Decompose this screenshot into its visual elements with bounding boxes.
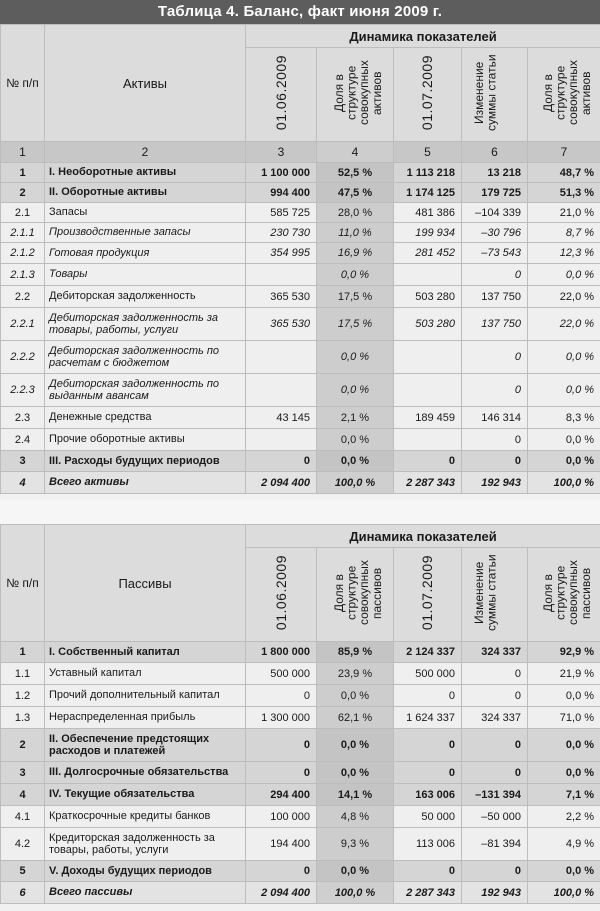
cell-v1: 194 400 bbox=[246, 828, 317, 861]
column-number: 3 bbox=[246, 142, 317, 163]
cell-s1: 62,1 % bbox=[317, 707, 394, 729]
cell-v2: 0 bbox=[394, 762, 462, 784]
section-gap bbox=[0, 500, 600, 524]
cell-v2: 503 280 bbox=[394, 308, 462, 341]
cell-ch: 13 218 bbox=[462, 163, 528, 183]
cell-s1: 0,0 % bbox=[317, 861, 394, 882]
cell-no: 2 bbox=[1, 183, 45, 203]
table-row bbox=[1, 163, 600, 183]
cell-v1: 365 530 bbox=[246, 286, 317, 308]
cell-v1: 0 bbox=[246, 451, 317, 472]
header-share-2 bbox=[528, 48, 600, 142]
cell-no: 3 bbox=[1, 762, 45, 784]
cell-name: Дебиторская задолженность по выданным авансам bbox=[45, 374, 246, 407]
cell-v1: 43 145 bbox=[246, 407, 317, 429]
cell-name: Товары bbox=[45, 264, 246, 286]
table-row bbox=[1, 243, 600, 264]
cell-no: 2.2 bbox=[1, 286, 45, 308]
cell-no: 5 bbox=[1, 861, 45, 882]
cell-no: 4.1 bbox=[1, 806, 45, 828]
header-no-label: № п/п bbox=[6, 76, 39, 90]
header-change-label: Изменение суммы статьи bbox=[471, 554, 499, 632]
column-number: 7 bbox=[528, 142, 600, 163]
cell-ch: –81 394 bbox=[462, 828, 528, 861]
cell-s2: 48,7 % bbox=[528, 163, 600, 183]
cell-ch: –131 394 bbox=[462, 784, 528, 806]
cell-s2: 22,0 % bbox=[528, 286, 600, 308]
cell-name: II. Оборотные активы bbox=[45, 183, 246, 203]
cell-v2 bbox=[394, 429, 462, 451]
cell-ch: 0 bbox=[462, 264, 528, 286]
cell-v2: 50 000 bbox=[394, 806, 462, 828]
cell-v2: 281 452 bbox=[394, 243, 462, 264]
table-row bbox=[1, 707, 600, 729]
table-row bbox=[1, 861, 600, 882]
cell-s1: 0,0 % bbox=[317, 429, 394, 451]
cell-v1: 1 800 000 bbox=[246, 642, 317, 663]
table-row bbox=[1, 341, 600, 374]
cell-name: Кредиторская задолженность за товары, работы, услуги bbox=[45, 828, 246, 861]
header-no bbox=[1, 525, 45, 642]
table-row bbox=[1, 183, 600, 203]
table-row bbox=[1, 663, 600, 685]
cell-ch: 0 bbox=[462, 762, 528, 784]
cell-ch: 0 bbox=[462, 663, 528, 685]
header-assets-label: Активы bbox=[123, 75, 167, 91]
cell-name: Уставный капитал bbox=[45, 663, 246, 685]
cell-s1: 23,9 % bbox=[317, 663, 394, 685]
header-date-1 bbox=[246, 48, 317, 142]
header-date-1-label: 01.06.2009 bbox=[272, 55, 289, 131]
cell-name: III. Долгосрочные обязательства bbox=[45, 762, 246, 784]
cell-s2: 92,9 % bbox=[528, 642, 600, 663]
cell-s1: 16,9 % bbox=[317, 243, 394, 264]
assets-table bbox=[0, 24, 600, 494]
header-assets bbox=[45, 25, 246, 142]
cell-v2 bbox=[394, 264, 462, 286]
header-dynamics: Динамика показателей bbox=[246, 25, 600, 48]
cell-s2: 7,1 % bbox=[528, 784, 600, 806]
cell-no: 2.3 bbox=[1, 407, 45, 429]
header-share-1-label: Доля в структуре совокупных активов bbox=[332, 60, 384, 126]
cell-v1 bbox=[246, 341, 317, 374]
header-share-1 bbox=[317, 548, 394, 642]
header-liabilities bbox=[45, 525, 246, 642]
cell-name: I. Собственный капитал bbox=[45, 642, 246, 663]
cell-v2: 1 113 218 bbox=[394, 163, 462, 183]
liabilities-body bbox=[1, 642, 600, 904]
cell-name: IV. Текущие обязательства bbox=[45, 784, 246, 806]
cell-no: 1 bbox=[1, 642, 45, 663]
cell-s1: 0,0 % bbox=[317, 341, 394, 374]
header-no-label: № п/п bbox=[6, 576, 39, 590]
cell-v2: 1 624 337 bbox=[394, 707, 462, 729]
cell-name: Денежные средства bbox=[45, 407, 246, 429]
header-change bbox=[462, 48, 528, 142]
table-row bbox=[1, 286, 600, 308]
cell-ch: 192 943 bbox=[462, 882, 528, 904]
cell-v2: 2 124 337 bbox=[394, 642, 462, 663]
cell-s1: 14,1 % bbox=[317, 784, 394, 806]
cell-v2: 163 006 bbox=[394, 784, 462, 806]
header-dynamics: Динамика показателей bbox=[246, 525, 600, 548]
cell-s2: 21,0 % bbox=[528, 203, 600, 223]
cell-v1: 0 bbox=[246, 685, 317, 707]
cell-s2: 22,0 % bbox=[528, 308, 600, 341]
cell-ch: 324 337 bbox=[462, 707, 528, 729]
cell-ch: 146 314 bbox=[462, 407, 528, 429]
cell-no: 2.4 bbox=[1, 429, 45, 451]
cell-no: 2.1.1 bbox=[1, 223, 45, 243]
header-date-1-label: 01.06.2009 bbox=[272, 555, 289, 631]
cell-v1: 354 995 bbox=[246, 243, 317, 264]
table-title: Таблица 4. Баланс, факт июня 2009 г. bbox=[0, 0, 600, 24]
cell-s1: 0,0 % bbox=[317, 729, 394, 762]
header-share-1 bbox=[317, 48, 394, 142]
header-date-2 bbox=[394, 548, 462, 642]
cell-name: III. Расходы будущих периодов bbox=[45, 451, 246, 472]
cell-v1: 1 100 000 bbox=[246, 163, 317, 183]
cell-name: I. Необоротные активы bbox=[45, 163, 246, 183]
cell-s1: 17,5 % bbox=[317, 308, 394, 341]
cell-s2: 0,0 % bbox=[528, 264, 600, 286]
cell-ch: 0 bbox=[462, 429, 528, 451]
cell-v1: 365 530 bbox=[246, 308, 317, 341]
cell-ch: 179 725 bbox=[462, 183, 528, 203]
cell-no: 4.2 bbox=[1, 828, 45, 861]
cell-s2: 71,0 % bbox=[528, 707, 600, 729]
cell-v1: 1 300 000 bbox=[246, 707, 317, 729]
table-row bbox=[1, 429, 600, 451]
cell-s2: 0,0 % bbox=[528, 685, 600, 707]
table-row bbox=[1, 762, 600, 784]
cell-s1: 85,9 % bbox=[317, 642, 394, 663]
cell-no: 2.2.1 bbox=[1, 308, 45, 341]
cell-v2: 0 bbox=[394, 451, 462, 472]
cell-s2: 4,9 % bbox=[528, 828, 600, 861]
table-row bbox=[1, 203, 600, 223]
assets-body bbox=[1, 163, 600, 494]
cell-s2: 100,0 % bbox=[528, 472, 600, 494]
cell-v1: 0 bbox=[246, 729, 317, 762]
table-row bbox=[1, 642, 600, 663]
header-no bbox=[1, 25, 45, 142]
cell-s1: 0,0 % bbox=[317, 685, 394, 707]
header-share-1-label: Доля в структуре совокупных пассивов bbox=[332, 560, 384, 626]
cell-no: 1.3 bbox=[1, 707, 45, 729]
cell-v1 bbox=[246, 429, 317, 451]
cell-ch: –73 543 bbox=[462, 243, 528, 264]
cell-ch: 0 bbox=[462, 861, 528, 882]
cell-s1: 28,0 % bbox=[317, 203, 394, 223]
header-liabilities-label: Пассивы bbox=[118, 575, 172, 591]
cell-v2: 0 bbox=[394, 729, 462, 762]
cell-ch: 137 750 bbox=[462, 308, 528, 341]
cell-s2: 0,0 % bbox=[528, 762, 600, 784]
cell-ch: 192 943 bbox=[462, 472, 528, 494]
column-number: 4 bbox=[317, 142, 394, 163]
cell-v2: 113 006 bbox=[394, 828, 462, 861]
cell-s2: 0,0 % bbox=[528, 861, 600, 882]
cell-no: 1.2 bbox=[1, 685, 45, 707]
cell-v2 bbox=[394, 374, 462, 407]
table-row bbox=[1, 784, 600, 806]
cell-ch: –50 000 bbox=[462, 806, 528, 828]
table-row bbox=[1, 264, 600, 286]
cell-s2: 8,7 % bbox=[528, 223, 600, 243]
table-row bbox=[1, 407, 600, 429]
header-change-label: Изменение суммы статьи bbox=[471, 54, 499, 132]
cell-name: Всего пассивы bbox=[45, 882, 246, 904]
cell-v1 bbox=[246, 264, 317, 286]
cell-s1: 52,5 % bbox=[317, 163, 394, 183]
header-share-2-label: Доля в структуре совокупных активов bbox=[541, 60, 593, 126]
cell-ch: 0 bbox=[462, 374, 528, 407]
cell-s2: 0,0 % bbox=[528, 374, 600, 407]
cell-s2: 21,9 % bbox=[528, 663, 600, 685]
cell-v1 bbox=[246, 374, 317, 407]
cell-s1: 11,0 % bbox=[317, 223, 394, 243]
cell-v2: 2 287 343 bbox=[394, 472, 462, 494]
cell-ch: 0 bbox=[462, 729, 528, 762]
cell-v2: 1 174 125 bbox=[394, 183, 462, 203]
cell-v2: 0 bbox=[394, 685, 462, 707]
cell-no: 4 bbox=[1, 472, 45, 494]
cell-v2: 189 459 bbox=[394, 407, 462, 429]
cell-name: Готовая продукция bbox=[45, 243, 246, 264]
table-row bbox=[1, 729, 600, 762]
table-row bbox=[1, 374, 600, 407]
cell-ch: 324 337 bbox=[462, 642, 528, 663]
cell-s2: 0,0 % bbox=[528, 429, 600, 451]
cell-s2: 51,3 % bbox=[528, 183, 600, 203]
cell-v2: 0 bbox=[394, 861, 462, 882]
cell-v1: 230 730 bbox=[246, 223, 317, 243]
cell-no: 2.1.2 bbox=[1, 243, 45, 264]
cell-s2: 0,0 % bbox=[528, 341, 600, 374]
cell-s2: 2,2 % bbox=[528, 806, 600, 828]
cell-s1: 100,0 % bbox=[317, 472, 394, 494]
cell-no: 2.2.3 bbox=[1, 374, 45, 407]
cell-no: 2 bbox=[1, 729, 45, 762]
header-share-2 bbox=[528, 548, 600, 642]
header-date-1 bbox=[246, 548, 317, 642]
header-share-2-label: Доля в структуре совокупных пассивов bbox=[541, 560, 593, 626]
cell-v2 bbox=[394, 341, 462, 374]
cell-v2: 2 287 343 bbox=[394, 882, 462, 904]
cell-name: Запасы bbox=[45, 203, 246, 223]
table-row bbox=[1, 451, 600, 472]
cell-name: Дебиторская задолженность bbox=[45, 286, 246, 308]
cell-ch: 0 bbox=[462, 451, 528, 472]
cell-name: Дебиторская задолженность за товары, работы, услуги bbox=[45, 308, 246, 341]
cell-name: Нераспределенная прибыль bbox=[45, 707, 246, 729]
cell-s1: 100,0 % bbox=[317, 882, 394, 904]
header-change bbox=[462, 548, 528, 642]
cell-v1: 0 bbox=[246, 762, 317, 784]
cell-ch: –104 339 bbox=[462, 203, 528, 223]
cell-s2: 8,3 % bbox=[528, 407, 600, 429]
cell-v1: 500 000 bbox=[246, 663, 317, 685]
cell-v2: 503 280 bbox=[394, 286, 462, 308]
cell-v1: 2 094 400 bbox=[246, 472, 317, 494]
cell-v1: 2 094 400 bbox=[246, 882, 317, 904]
table-row bbox=[1, 472, 600, 494]
cell-s2: 0,0 % bbox=[528, 451, 600, 472]
cell-s1: 0,0 % bbox=[317, 451, 394, 472]
header-date-2-label: 01.07.2009 bbox=[419, 55, 436, 131]
cell-s2: 100,0 % bbox=[528, 882, 600, 904]
cell-v1: 0 bbox=[246, 861, 317, 882]
cell-no: 2.1.3 bbox=[1, 264, 45, 286]
cell-v1: 585 725 bbox=[246, 203, 317, 223]
cell-no: 4 bbox=[1, 784, 45, 806]
table-row bbox=[1, 806, 600, 828]
table-row bbox=[1, 685, 600, 707]
cell-no: 6 bbox=[1, 882, 45, 904]
cell-no: 3 bbox=[1, 451, 45, 472]
cell-ch: 137 750 bbox=[462, 286, 528, 308]
table-row bbox=[1, 223, 600, 243]
cell-name: Краткосрочные кредиты банков bbox=[45, 806, 246, 828]
header-date-2 bbox=[394, 48, 462, 142]
cell-ch: –30 796 bbox=[462, 223, 528, 243]
cell-s1: 0,0 % bbox=[317, 264, 394, 286]
cell-ch: 0 bbox=[462, 341, 528, 374]
cell-no: 1.1 bbox=[1, 663, 45, 685]
column-numbers-row bbox=[1, 142, 600, 163]
table-row bbox=[1, 828, 600, 861]
cell-v2: 481 386 bbox=[394, 203, 462, 223]
cell-s2: 0,0 % bbox=[528, 729, 600, 762]
cell-ch: 0 bbox=[462, 685, 528, 707]
cell-s1: 0,0 % bbox=[317, 762, 394, 784]
cell-s1: 9,3 % bbox=[317, 828, 394, 861]
cell-name: Всего активы bbox=[45, 472, 246, 494]
column-number: 6 bbox=[462, 142, 528, 163]
header-date-2-label: 01.07.2009 bbox=[419, 555, 436, 631]
cell-v1: 100 000 bbox=[246, 806, 317, 828]
cell-s1: 0,0 % bbox=[317, 374, 394, 407]
assets-header bbox=[1, 25, 600, 163]
table-row bbox=[1, 308, 600, 341]
cell-name: V. Доходы будущих периодов bbox=[45, 861, 246, 882]
cell-name: Прочие оборотные активы bbox=[45, 429, 246, 451]
cell-name: Прочий дополнительный капитал bbox=[45, 685, 246, 707]
column-number: 2 bbox=[45, 142, 246, 163]
liabilities-header bbox=[1, 525, 600, 642]
cell-s1: 17,5 % bbox=[317, 286, 394, 308]
cell-name: Дебиторская задолженность по расчетам с бюджетом bbox=[45, 341, 246, 374]
cell-name: Производственные запасы bbox=[45, 223, 246, 243]
cell-v2: 500 000 bbox=[394, 663, 462, 685]
column-number: 5 bbox=[394, 142, 462, 163]
cell-v1: 994 400 bbox=[246, 183, 317, 203]
cell-s1: 2,1 % bbox=[317, 407, 394, 429]
cell-no: 2.2.2 bbox=[1, 341, 45, 374]
cell-v2: 199 934 bbox=[394, 223, 462, 243]
cell-no: 2.1 bbox=[1, 203, 45, 223]
cell-v1: 294 400 bbox=[246, 784, 317, 806]
table-row bbox=[1, 882, 600, 904]
cell-s1: 4,8 % bbox=[317, 806, 394, 828]
liabilities-table bbox=[0, 524, 600, 904]
cell-s1: 47,5 % bbox=[317, 183, 394, 203]
cell-name: II. Обеспечение предстоящих расходов и платежей bbox=[45, 729, 246, 762]
cell-s2: 12,3 % bbox=[528, 243, 600, 264]
cell-no: 1 bbox=[1, 163, 45, 183]
column-number: 1 bbox=[1, 142, 45, 163]
